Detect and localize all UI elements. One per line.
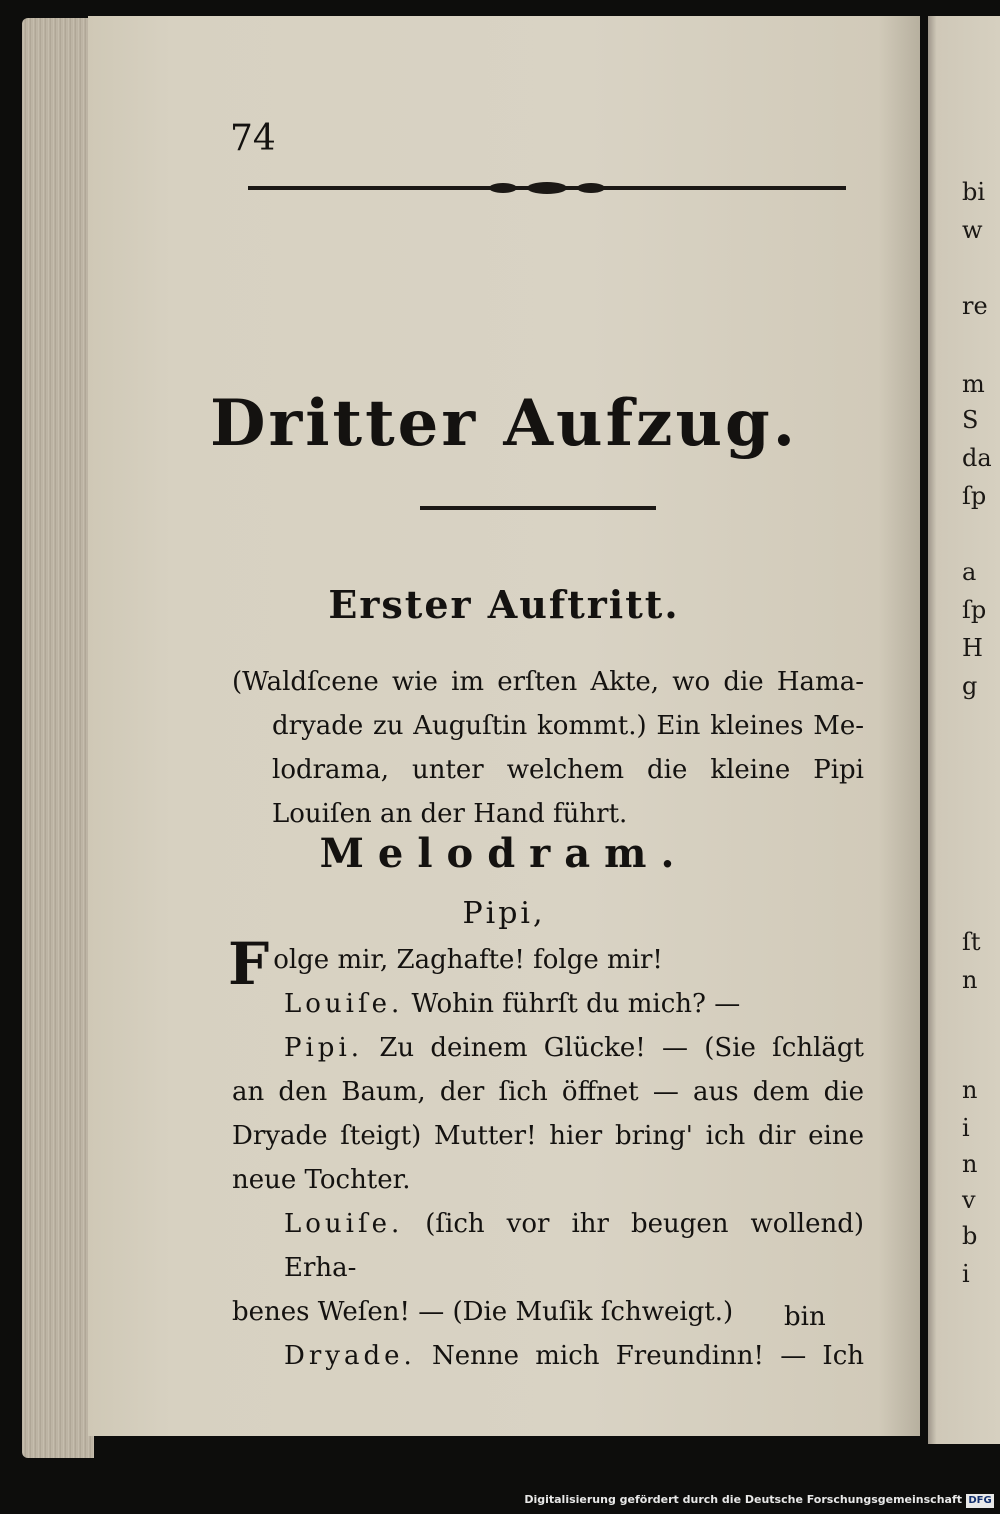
stage-direction-line: dryade zu Auguſtin kommt.) Ein kleines Me- — [272, 711, 864, 741]
stage-direction-line: Louiſen an der Hand führt. — [272, 799, 628, 829]
facing-page-fragment: m — [962, 370, 985, 398]
facing-page-fragment: n — [962, 966, 978, 994]
speaker-name: Louiſe. — [284, 1209, 404, 1239]
facing-page-fragment: w — [962, 216, 983, 244]
dialogue-text: Zu deinem Glücke! — (Sie ſchlägt — [379, 1033, 865, 1063]
dialogue — [228, 930, 865, 1378]
dialogue-line — [232, 982, 864, 1026]
facing-page-fragment: ſp — [962, 596, 987, 624]
book-page-edges — [22, 18, 94, 1458]
facing-page-fragment: da — [962, 444, 992, 472]
facing-page-fragment: g — [962, 672, 978, 700]
dialogue-text: Wohin führſt du mich? — — [411, 989, 741, 1019]
dialogue-line — [232, 1334, 864, 1378]
scene-heading: Erster Auftritt. — [328, 582, 680, 627]
facing-page-fragment: bi — [962, 178, 986, 206]
facing-page-fragment: i — [962, 1260, 970, 1288]
dialogue-line: benes Weſen! — (Die Muſik ſchweigt.) — [232, 1297, 734, 1327]
facing-page-fragment: n — [962, 1150, 978, 1178]
section-heading: Melodram. — [319, 830, 689, 877]
facing-page-fragment: ſp — [962, 482, 987, 510]
facing-page-fragment: b — [962, 1222, 978, 1250]
facing-page-fragment: ſt — [962, 928, 981, 956]
stage-direction-line: lodrama, unter welchem die kleine Pipi — [272, 755, 864, 785]
dialogue-text: Nenne mich Freundinn! — Ich — [432, 1341, 865, 1371]
dialogue-line — [232, 1026, 864, 1070]
facing-page-fragment: v — [962, 1186, 976, 1214]
stage-direction-line: (Waldſcene wie im erſten Akte, wo die Hama- — [232, 667, 864, 697]
catchword: bin — [784, 1302, 826, 1332]
page-number: 74 — [230, 118, 276, 159]
act-title: Dritter Aufzug. — [210, 386, 798, 461]
facing-page-fragment: re — [962, 292, 988, 320]
dialogue-text: (ſich vor ihr beugen wollend) Erha- — [284, 1209, 864, 1283]
dialogue-text: olge mir, Zaghafte! folge mir! — [273, 945, 663, 975]
book-page — [88, 16, 920, 1436]
digitization-credit: Digitalisierung gefördert durch die Deutsche Forschungsgemeinschaft — [524, 1493, 962, 1506]
dialogue-line: neue Tochter. — [232, 1165, 411, 1195]
dialogue-line: an den Baum, der ſich öffnet — aus dem die — [232, 1077, 864, 1107]
facing-page-fragment: S — [962, 406, 979, 434]
dialogue-line — [232, 1202, 864, 1290]
facing-page-fragment: a — [962, 558, 977, 586]
speaker-name: Louiſe. — [284, 989, 404, 1019]
stage-direction — [232, 660, 864, 836]
dialogue-line: Dryade ſteigt) Mutter! hier bring' ich dir eine — [232, 1121, 864, 1151]
speaker-name: Dryade. — [284, 1341, 416, 1371]
dfg-logo: DFG — [966, 1494, 994, 1508]
ornamental-rule — [248, 182, 846, 194]
dropcap: F — [228, 930, 270, 998]
facing-page-fragment: n — [962, 1076, 978, 1104]
title-rule — [420, 506, 656, 510]
facing-page-fragment: H — [962, 634, 983, 662]
dialogue-line — [228, 930, 864, 998]
facing-page-fragment: i — [962, 1114, 970, 1142]
speaker-heading: Pipi, — [462, 896, 546, 931]
speaker-name: Pipi. — [284, 1033, 364, 1063]
